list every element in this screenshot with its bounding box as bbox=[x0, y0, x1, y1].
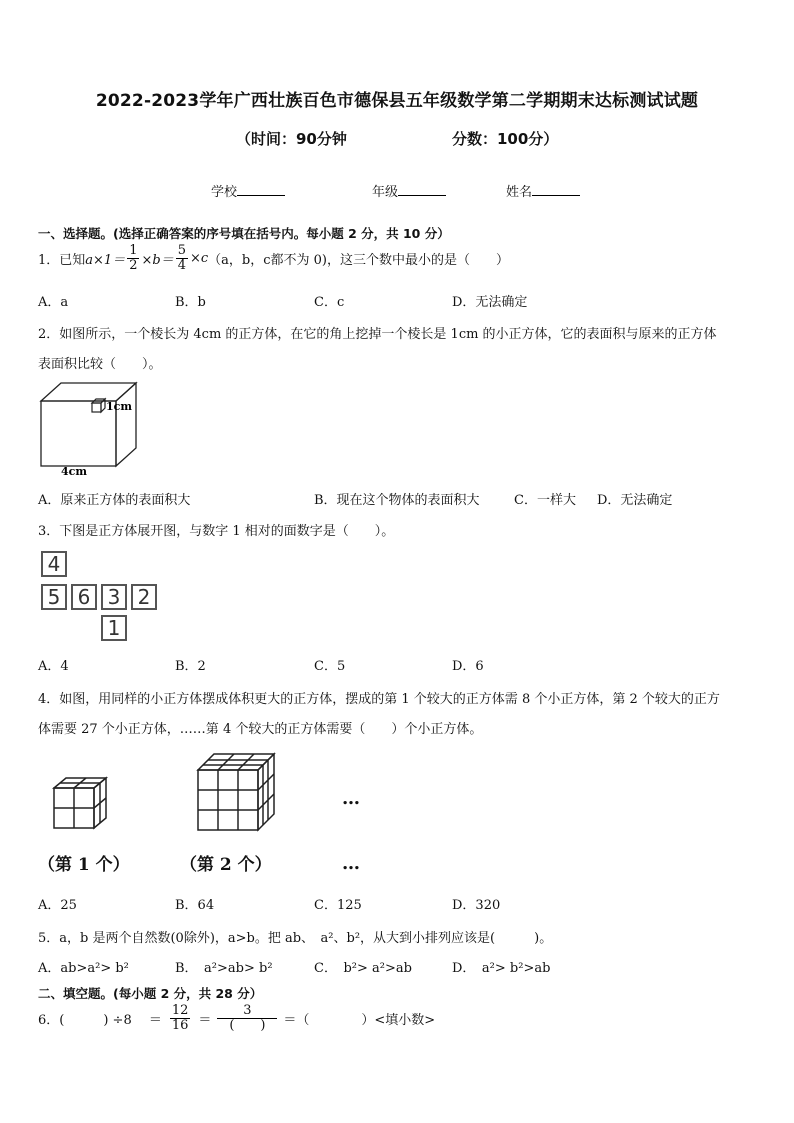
time-label: （时间：90分钟 bbox=[236, 130, 347, 148]
option-d: D．无法确定 bbox=[452, 295, 528, 310]
caption-1: （第 1 个） bbox=[38, 855, 130, 875]
fraction: $\frac{3}{( )}$ bbox=[217, 1004, 277, 1034]
option-b: B．现在这个物体的表面积大 bbox=[314, 493, 480, 508]
option-a: A．4 bbox=[38, 659, 69, 674]
net-cell: 6 bbox=[71, 584, 97, 610]
option-c: C．一样大 bbox=[514, 493, 576, 508]
label-4cm: 4cm bbox=[61, 465, 87, 477]
net-cell: 5 bbox=[41, 584, 67, 610]
question-1: 1．已知 a×1＝ $\frac{1}{2}$ ×b＝ $\frac{5}{4}$ ×c （a，b，c都不为 0)，这三个数中最小的是（ ） bbox=[38, 243, 510, 274]
option-c: C．c bbox=[314, 295, 345, 310]
option-c: C．5 bbox=[314, 659, 346, 674]
net-cell: 2 bbox=[131, 584, 157, 610]
net-cell: 4 bbox=[41, 551, 67, 577]
label-1cm: 1cm bbox=[106, 400, 132, 413]
option-d: D． a²> b²>ab bbox=[452, 961, 551, 976]
option-c: C． b²> a²>ab bbox=[314, 961, 412, 976]
fraction: $\frac{5}{4}$ bbox=[177, 243, 186, 274]
caption-2: （第 2 个） bbox=[180, 855, 272, 875]
option-d: D．320 bbox=[452, 898, 501, 913]
section-heading: 一、选择题。(选择正确答案的序号填在括号内。每小题 2 分，共 10 分） bbox=[38, 226, 450, 241]
ellipsis: … bbox=[342, 788, 360, 809]
name-field[interactable]: 姓名 bbox=[506, 181, 580, 200]
option-b: B．b bbox=[175, 295, 206, 310]
net-cell: 1 bbox=[101, 615, 127, 641]
cube-3x3-figure bbox=[196, 752, 276, 832]
option-b: B． a²>ab> b² bbox=[175, 961, 273, 976]
net-cell: 3 bbox=[101, 584, 127, 610]
score-label: 分数：100分） bbox=[452, 130, 559, 148]
option-a: A．ab>a²> b² bbox=[38, 961, 129, 976]
option-a: A．原来正方体的表面积大 bbox=[38, 493, 191, 508]
option-a: A．25 bbox=[38, 898, 77, 913]
option-c: C．125 bbox=[314, 898, 362, 913]
option-a: A．a bbox=[38, 295, 69, 310]
fraction: $\frac{12}{16}$ bbox=[171, 1003, 189, 1034]
question-5: 5．a，b 是两个自然数(0除外)，a>b。把 ab、 a²、b²，从大到小排列应该是( )。 bbox=[38, 931, 553, 946]
question-4: 4．如图，用同样的小正方体摆成体积更大的正方体，摆成的第 1 个较大的正方体需 8 个小正方体，第 2 个较大的正方 bbox=[38, 692, 720, 707]
question-2-cont: 表面积比较（ ）。 bbox=[38, 357, 162, 372]
fraction: $\frac{1}{2}$ bbox=[129, 243, 138, 274]
option-b: B．2 bbox=[175, 659, 206, 674]
cube-2x2-figure bbox=[52, 774, 112, 832]
option-b: B．64 bbox=[175, 898, 215, 913]
school-field[interactable]: 学校 bbox=[211, 181, 285, 200]
question-6: 6．( ) ÷8 ＝ $\frac{12}{16}$ ＝ $\frac{3}{( )}$ ＝（ ）<填小数> bbox=[38, 1003, 436, 1034]
question-4-cont: 体需要 27 个小正方体，……第 4 个较大的正方体需要（ ）个小正方体。 bbox=[38, 722, 483, 737]
page-title: 2022-2023学年广西壮族百色市德保县五年级数学第二学期期末达标测试试题 bbox=[95, 91, 699, 111]
cube-net bbox=[38, 551, 163, 649]
question-2: 2．如图所示，一个棱长为 4cm 的正方体，在它的角上挖掉一个棱长是 1cm 的小正方体，它的表面积与原来的正方体 bbox=[38, 327, 717, 342]
cube-figure bbox=[36, 381, 146, 477]
section-heading: 二、填空题。(每小题 2 分，共 28 分） bbox=[38, 986, 263, 1001]
option-d: D．无法确定 bbox=[597, 493, 673, 508]
question-3: 3．下图是正方体展开图，与数字 1 相对的面数字是（ ）。 bbox=[38, 524, 395, 539]
option-d: D．6 bbox=[452, 659, 484, 674]
grade-field[interactable]: 年级 bbox=[372, 181, 446, 200]
ellipsis: … bbox=[342, 853, 360, 874]
